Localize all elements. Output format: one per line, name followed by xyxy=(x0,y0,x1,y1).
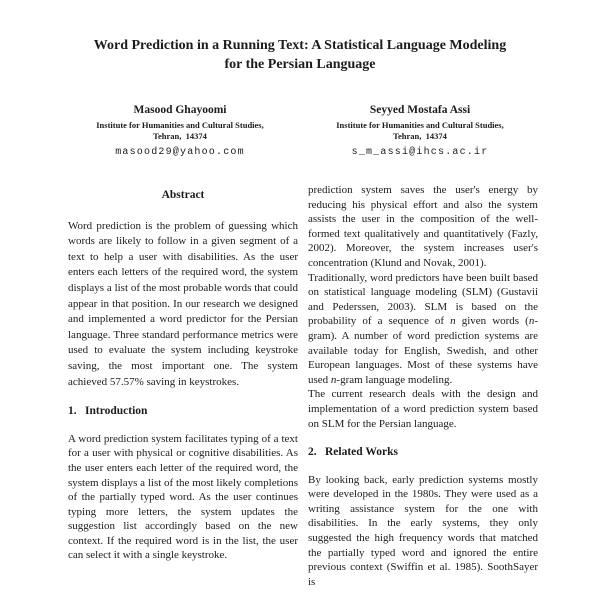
author-affiliation-line1: Institute for Humanities and Cultural Studies, xyxy=(96,120,264,130)
author-block-1 xyxy=(60,103,300,158)
italic-n: n xyxy=(330,373,337,386)
paragraph-segment: -gram language modeling. xyxy=(336,373,453,386)
author-affiliation-line2: Tehran, 14374 xyxy=(153,131,207,141)
italic-n: n xyxy=(450,315,456,328)
paragraph-segment: -gram). A number of word prediction systems are available today for English, Swedish, and other European languages. Most of these systems have used xyxy=(308,315,538,386)
section-title: Introduction xyxy=(85,405,148,418)
body-paragraph-1: prediction system saves the user's energy by reducing his physical effort and also the system assists the user in the composition of the well-formed text qualitatively and quantitatively (Fazly, 2002). Moreover, the system increases user's concentration (Klund and Novak, 2001). xyxy=(308,184,538,269)
italic-n: n xyxy=(528,315,535,328)
paragraph-segment: Traditionally, word predictors have been built based on statistical language modeling (SLM) (Gustavii and Pederssen, 2003). SLM is based on the probability of a sequence of xyxy=(308,271,538,328)
authors-row xyxy=(60,103,540,158)
introduction-paragraph: A word prediction system facilitates typing of a text for a user with physical or cognitive disabilities. As the user enters each letter of the required word, the system displays a list of the most likely completions of the partially typed word. As the user continues typing more letters, the system updates the suggestion list accordingly based on the new context. If the required word is in the list, the user can select it with a single keystroke. xyxy=(68,432,298,562)
paper-title xyxy=(0,36,600,74)
section-heading-introduction xyxy=(68,404,298,419)
two-column-body xyxy=(68,183,538,589)
abstract-paragraph: Word prediction is the problem of guessing which words are likely to follow in a given segment of a text to help a user with disabilities. As the user enters each letters of the required word, the system displays a list of the most probable words that could appear in that position. In our research we designed and implemented a word predictor for the Persian language. Three standard performance metrics were used to evaluate the system including keystroke saving, the most important one. The system achieved 57.57% saving in keystrokes. xyxy=(68,219,298,388)
author-email: masood29@yahoo.com xyxy=(115,147,245,158)
left-column xyxy=(68,183,298,589)
paper-title-line2: for the Persian Language xyxy=(224,57,376,72)
paper-title-line1: Word Prediction in a Running Text: A Statistical Language Modeling xyxy=(93,38,507,53)
abstract-heading: Abstract xyxy=(161,189,205,201)
paragraph-segment: given words ( xyxy=(455,315,529,328)
section-title: Related Works xyxy=(325,446,398,459)
body-paragraph-4: By looking back, early prediction systems mostly were developed in the 1980s. They were used as a writing assistance system for the one with disabilities. In the early systems, they only suggested the high frequency words that matched the partially typed word and ignored the entire previous context (Swiffin et al. 1985). SoothSayer is xyxy=(308,473,538,588)
author-name: Masood Ghayoomi xyxy=(133,104,227,116)
body-paragraph-3: The current research deals with the design and implementation of a word prediction system based on SLM for the Persian language. xyxy=(308,388,538,430)
section-number: 2. xyxy=(308,446,317,459)
section-heading-related-works xyxy=(308,445,538,460)
author-affiliation-line1: Institute for Humanities and Cultural Studies, xyxy=(336,120,504,130)
right-column xyxy=(308,183,538,589)
author-affiliation-line2: Tehran, 14374 xyxy=(393,131,447,141)
author-name: Seyyed Mostafa Assi xyxy=(369,104,471,116)
section-number: 1. xyxy=(68,405,77,418)
author-email: s_m_assi@ihcs.ac.ir xyxy=(351,147,489,158)
body-paragraph-2 xyxy=(308,271,538,388)
author-block-2 xyxy=(300,103,540,158)
